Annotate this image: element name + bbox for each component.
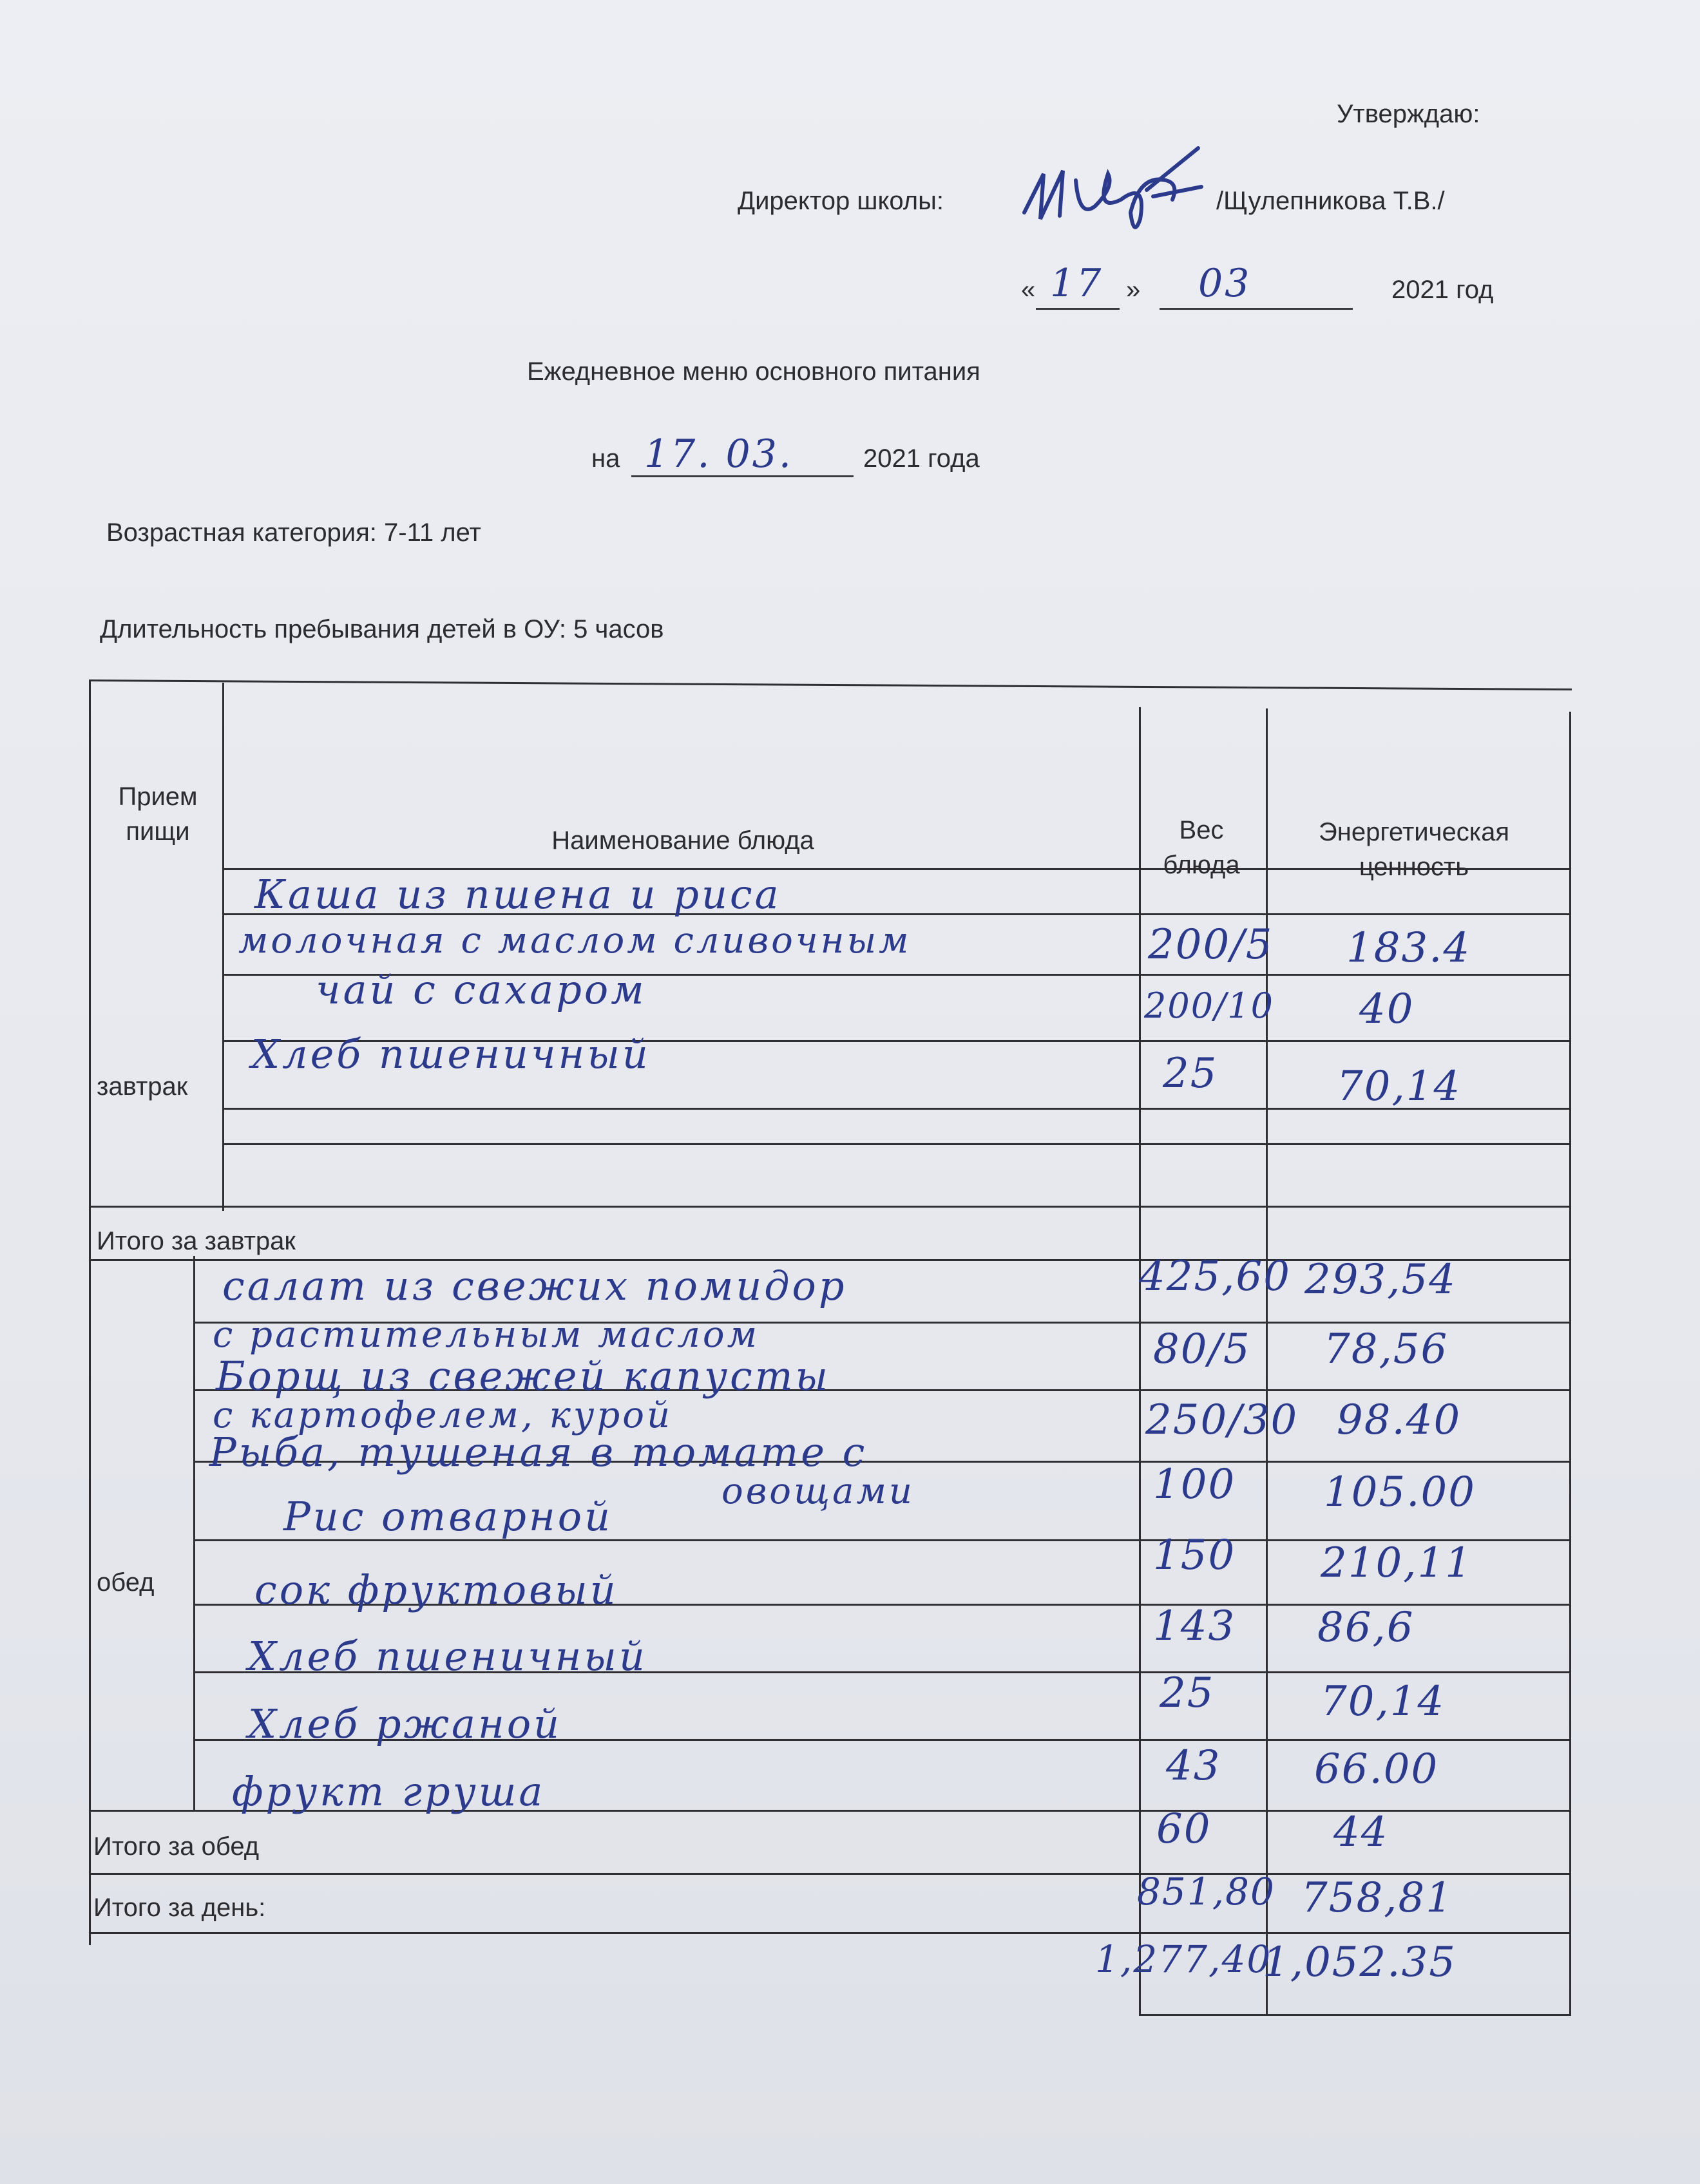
lunch-energy-5: 86,6 bbox=[1317, 1604, 1415, 1651]
date-open-quote: « bbox=[1021, 276, 1036, 304]
lunch-total-weight: 851,80 bbox=[1137, 1870, 1275, 1913]
day-total-energy: 1,052.35 bbox=[1263, 1939, 1456, 1986]
lunch-dish-8: фрукт груша bbox=[232, 1768, 546, 1815]
date-day-line bbox=[1036, 308, 1120, 310]
lunch-weight-6: 25 bbox=[1160, 1669, 1215, 1717]
lunch-weight-2: 250/30 bbox=[1145, 1396, 1299, 1444]
date-close-quote: » bbox=[1126, 276, 1141, 304]
stay-duration: Длительность пребывания детей в ОУ: 5 часов bbox=[100, 615, 664, 643]
director-signature bbox=[1018, 135, 1205, 238]
table-border-left bbox=[89, 679, 91, 1945]
breakfast-energy-2: 40 bbox=[1359, 985, 1415, 1033]
lunch-dish-4: Рис отварной bbox=[283, 1493, 613, 1540]
breakfast-energy-3: 70,14 bbox=[1337, 1063, 1462, 1110]
menu-date-suffix: 2021 года bbox=[863, 444, 980, 473]
lunch-dish-2: Борщ из свежей капусты bbox=[216, 1353, 831, 1400]
row-line-b5 bbox=[222, 1143, 1570, 1145]
row-line-b-end bbox=[90, 1206, 1570, 1208]
lunch-weight-5: 143 bbox=[1153, 1602, 1236, 1650]
breakfast-total-energy: 293,54 bbox=[1304, 1256, 1456, 1304]
breakfast-dish-1: Каша из пшена и риса bbox=[254, 871, 781, 918]
menu-date-prefix: на bbox=[591, 444, 620, 473]
approve-label: Утверждаю: bbox=[1337, 100, 1480, 128]
lunch-dish-2-line2: с картофелем, курой bbox=[213, 1394, 673, 1436]
lunch-energy-2: 98.40 bbox=[1337, 1396, 1462, 1444]
director-name: /Щулепникова Т.В./ bbox=[1216, 187, 1445, 215]
col-line-energy bbox=[1266, 708, 1268, 2016]
breakfast-energy-1: 183.4 bbox=[1346, 924, 1471, 972]
header-weight: Вес блюда bbox=[1163, 816, 1240, 879]
lunch-dish-3: Рыба, тушеная в томате с bbox=[209, 1429, 868, 1476]
breakfast-weight-1: 200/5 bbox=[1148, 921, 1274, 969]
lunch-dish-6: Хлеб пшеничный bbox=[248, 1633, 647, 1680]
lunch-dish-3-line2: овощами bbox=[721, 1470, 915, 1512]
director-label: Директор школы: bbox=[738, 187, 944, 215]
menu-date: 17. 03. bbox=[644, 432, 793, 477]
lunch-energy-4: 210,11 bbox=[1321, 1539, 1473, 1587]
col-line-weight bbox=[1139, 707, 1141, 2015]
lunch-energy-3: 105.00 bbox=[1324, 1468, 1476, 1516]
day-total-label: Итого за день: bbox=[93, 1894, 266, 1922]
table-border-bottom bbox=[1139, 2014, 1571, 2016]
table-border-top bbox=[90, 679, 1572, 690]
lunch-energy-1: 78,56 bbox=[1324, 1325, 1449, 1373]
col-line-meal-lunch bbox=[193, 1256, 195, 1810]
row-line-day-total bbox=[89, 1932, 1570, 1934]
menu-date-line bbox=[631, 475, 854, 477]
lunch-weight-8: 60 bbox=[1156, 1805, 1212, 1853]
day-total-weight: 1,277,40 bbox=[1095, 1937, 1272, 1981]
lunch-total-label: Итого за обед bbox=[93, 1832, 260, 1861]
menu-title: Ежедневное меню основного питания bbox=[527, 357, 980, 386]
lunch-dish-5: сок фруктовый bbox=[254, 1566, 618, 1613]
lunch-dish-1-line2: с растительным маслом bbox=[213, 1314, 760, 1356]
lunch-weight-1: 80/5 bbox=[1153, 1325, 1251, 1373]
lunch-energy-6: 70,14 bbox=[1321, 1678, 1446, 1725]
col-line-meal bbox=[222, 683, 224, 1211]
age-category: Возрастная категория: 7-11 лет bbox=[106, 518, 481, 547]
breakfast-dish-2: чай с сахаром bbox=[316, 966, 647, 1013]
date-month: 03 bbox=[1198, 261, 1252, 306]
lunch-weight-7: 43 bbox=[1166, 1742, 1221, 1790]
lunch-label: обед bbox=[97, 1568, 155, 1597]
lunch-dish-1: салат из свежих помидор bbox=[222, 1262, 847, 1309]
lunch-energy-7: 66.00 bbox=[1314, 1745, 1439, 1793]
lunch-dish-7: Хлеб ржаной bbox=[248, 1700, 562, 1747]
header-energy: Энергетическая ценность bbox=[1319, 818, 1509, 881]
header-meal: Прием пищи bbox=[118, 783, 198, 846]
breakfast-label: завтрак bbox=[97, 1072, 188, 1101]
date-day: 17 bbox=[1050, 261, 1103, 306]
table-border-right bbox=[1569, 712, 1571, 2016]
breakfast-dish-1-line2: молочная с маслом сливочным bbox=[238, 920, 912, 962]
date-year: 2021 год bbox=[1391, 276, 1494, 304]
breakfast-total-label: Итого за завтрак bbox=[97, 1227, 296, 1255]
header-dish: Наименование блюда bbox=[551, 826, 814, 855]
breakfast-total-weight: 425,60 bbox=[1139, 1253, 1291, 1300]
lunch-total-energy: 758,81 bbox=[1301, 1874, 1453, 1922]
lunch-weight-3: 100 bbox=[1153, 1461, 1236, 1508]
breakfast-weight-2: 200/10 bbox=[1144, 985, 1274, 1026]
lunch-energy-8: 44 bbox=[1333, 1809, 1389, 1856]
lunch-weight-4: 150 bbox=[1153, 1532, 1236, 1579]
breakfast-dish-3: Хлеб пшеничный bbox=[251, 1030, 651, 1078]
breakfast-weight-3: 25 bbox=[1163, 1050, 1218, 1097]
date-month-line bbox=[1160, 308, 1353, 310]
